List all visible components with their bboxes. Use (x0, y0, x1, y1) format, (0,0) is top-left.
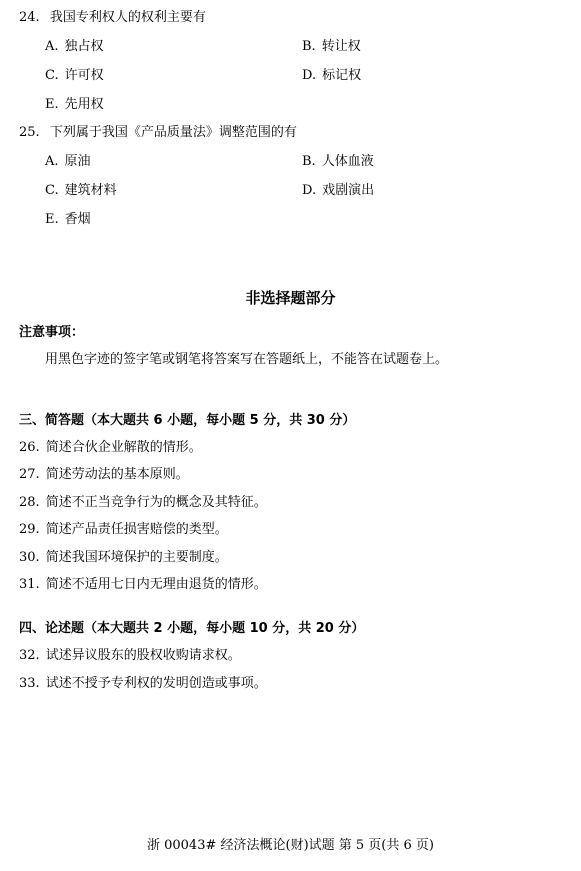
option-text: 人体血液 (321, 154, 374, 169)
question-number: 32. (19, 648, 40, 663)
option-25-d (302, 183, 374, 199)
question-text: 简述合伙企业解散的情形。 (45, 440, 202, 455)
question-31 (19, 577, 267, 593)
option-letter: D. (302, 183, 317, 198)
question-stem: 下列属于我国《产品质量法》调整范围的有 (49, 125, 297, 140)
question-26 (19, 440, 202, 456)
question-32 (19, 648, 241, 664)
question-number: 26. (19, 440, 40, 455)
notice-label: 注意事项： (19, 325, 85, 340)
part-title: 非选择题部分 (245, 289, 336, 307)
question-text: 简述产品责任损害赔偿的类型。 (45, 522, 228, 537)
question-number: 27. (19, 467, 40, 482)
question-text: 简述我国环境保护的主要制度。 (45, 550, 228, 565)
question-29 (19, 522, 228, 538)
option-24-a (45, 39, 104, 55)
option-text: 先用权 (64, 97, 104, 112)
option-25-c (45, 183, 117, 199)
question-number: 24. (19, 10, 40, 25)
option-24-d (302, 68, 361, 84)
option-text: 独占权 (64, 39, 104, 54)
question-text: 试述不授予专利权的发明创造或事项。 (45, 676, 267, 691)
option-text: 原油 (64, 154, 91, 169)
option-letter: E. (45, 97, 59, 112)
option-letter: B. (302, 39, 316, 54)
option-letter: A. (45, 39, 59, 54)
option-letter: C. (45, 68, 59, 83)
option-25-a (45, 154, 91, 170)
question-number: 33. (19, 676, 40, 691)
page-footer: 浙 00043# 经济法概论(财)试题 第 5 页(共 6 页) (146, 838, 434, 853)
question-24 (19, 10, 206, 26)
question-stem: 我国专利权人的权利主要有 (49, 10, 206, 25)
question-number: 31. (19, 577, 40, 592)
option-25-b (302, 154, 374, 170)
option-text: 香烟 (64, 212, 91, 227)
option-24-b (302, 39, 361, 55)
question-number: 29. (19, 522, 40, 537)
question-text: 试述异议股东的股权收购请求权。 (45, 648, 241, 663)
option-letter: E. (45, 212, 59, 227)
question-30 (19, 550, 228, 566)
option-25-e (45, 212, 91, 228)
question-28 (19, 495, 267, 511)
question-number: 28. (19, 495, 40, 510)
question-33 (19, 676, 267, 692)
option-letter: A. (45, 154, 59, 169)
option-letter: B. (302, 154, 316, 169)
option-24-e (45, 97, 104, 113)
option-letter: D. (302, 68, 317, 83)
option-text: 建筑材料 (64, 183, 117, 198)
question-27 (19, 467, 189, 483)
option-letter: C. (45, 183, 59, 198)
section-4-heading: 四、论述题（本大题共 2 小题，每小题 10 分，共 20 分） (19, 621, 365, 636)
notice-text: 用黑色字迹的签字笔或钢笔将答案写在答题纸上，不能答在试题卷上。 (45, 352, 449, 367)
option-text: 戏剧演出 (322, 183, 375, 198)
question-number: 25. (19, 125, 40, 140)
question-text: 简述劳动法的基本原则。 (45, 467, 189, 482)
question-text: 简述不适用七日内无理由退货的情形。 (45, 577, 267, 592)
section-3-heading: 三、简答题（本大题共 6 小题，每小题 5 分，共 30 分） (19, 413, 356, 428)
option-24-c (45, 68, 104, 84)
question-text: 简述不正当竞争行为的概念及其特征。 (45, 495, 267, 510)
question-25 (19, 125, 297, 141)
option-text: 标记权 (322, 68, 362, 83)
option-text: 转让权 (321, 39, 361, 54)
option-text: 许可权 (64, 68, 104, 83)
question-number: 30. (19, 550, 40, 565)
